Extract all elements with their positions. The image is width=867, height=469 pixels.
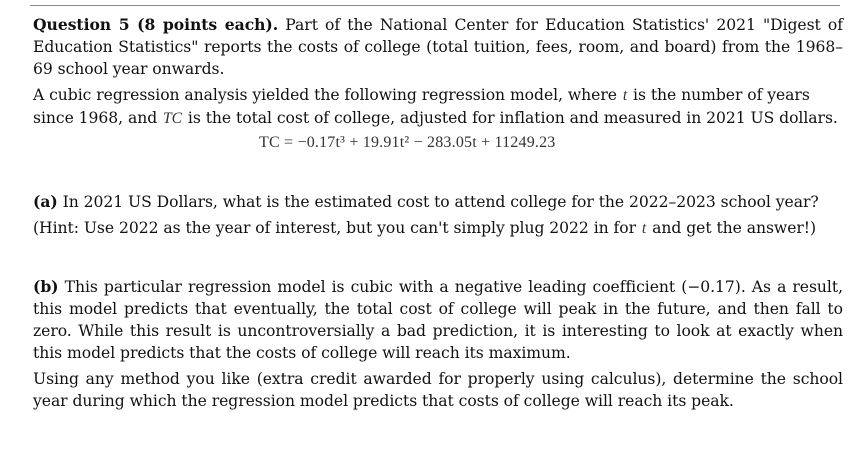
model-text-b: is the number of years since 1968, and bbox=[33, 86, 810, 127]
variable-tc: TC bbox=[163, 110, 183, 127]
question-intro-text: Part of the National Center for Education Statistics' 2021 "Digest of Education Statistics" reports the costs of college (total tuition, fees, room, and board) from the 1968–69 school year onwards. bbox=[33, 16, 843, 78]
question-intro bbox=[33, 14, 843, 80]
variable-t: t bbox=[622, 87, 628, 104]
part-a-question bbox=[33, 191, 843, 213]
question-heading: Question 5 (8 points each). bbox=[33, 15, 279, 34]
part-b-question bbox=[33, 276, 843, 364]
part-a-text: In 2021 US Dollars, what is the estimated cost to attend college for the 2022–2023 school year? bbox=[57, 193, 819, 211]
part-a-hint-text-b: and get the answer!) bbox=[647, 219, 817, 237]
regression-equation: TC = −0.17t³ + 19.91t² − 283.05t + 11249.23 bbox=[259, 134, 556, 151]
model-text-a: A cubic regression analysis yielded the following regression model, where bbox=[33, 86, 622, 104]
part-b-label: (b) bbox=[33, 277, 59, 296]
hint-variable-t: t bbox=[641, 220, 647, 237]
question-document bbox=[33, 14, 843, 412]
part-a-hint-text-a: (Hint: Use 2022 as the year of interest, but you can't simply plug 2022 in for bbox=[33, 219, 641, 237]
part-b-instruction: Using any method you like (extra credit awarded for properly using calculus), determine the school year during which the regression model predicts that costs of college will reach its peak. bbox=[33, 370, 843, 410]
model-description bbox=[33, 84, 843, 130]
part-a-hint bbox=[33, 217, 843, 240]
part-b-text: This particular regression model is cubic with a negative leading coefficient (−0.17). As a result, this model predicts that eventually, the total cost of college will peak in the future, and then fall to zero. While this result is uncontroversially a bad prediction, it is interesting to look at exactly when this model predicts that the costs of college will reach its maximum. bbox=[33, 278, 843, 362]
model-text-c: is the total cost of college, adjusted for inflation and measured in 2021 US dollars. bbox=[183, 109, 838, 127]
part-a-label: (a) bbox=[33, 192, 58, 211]
top-divider bbox=[30, 5, 840, 6]
